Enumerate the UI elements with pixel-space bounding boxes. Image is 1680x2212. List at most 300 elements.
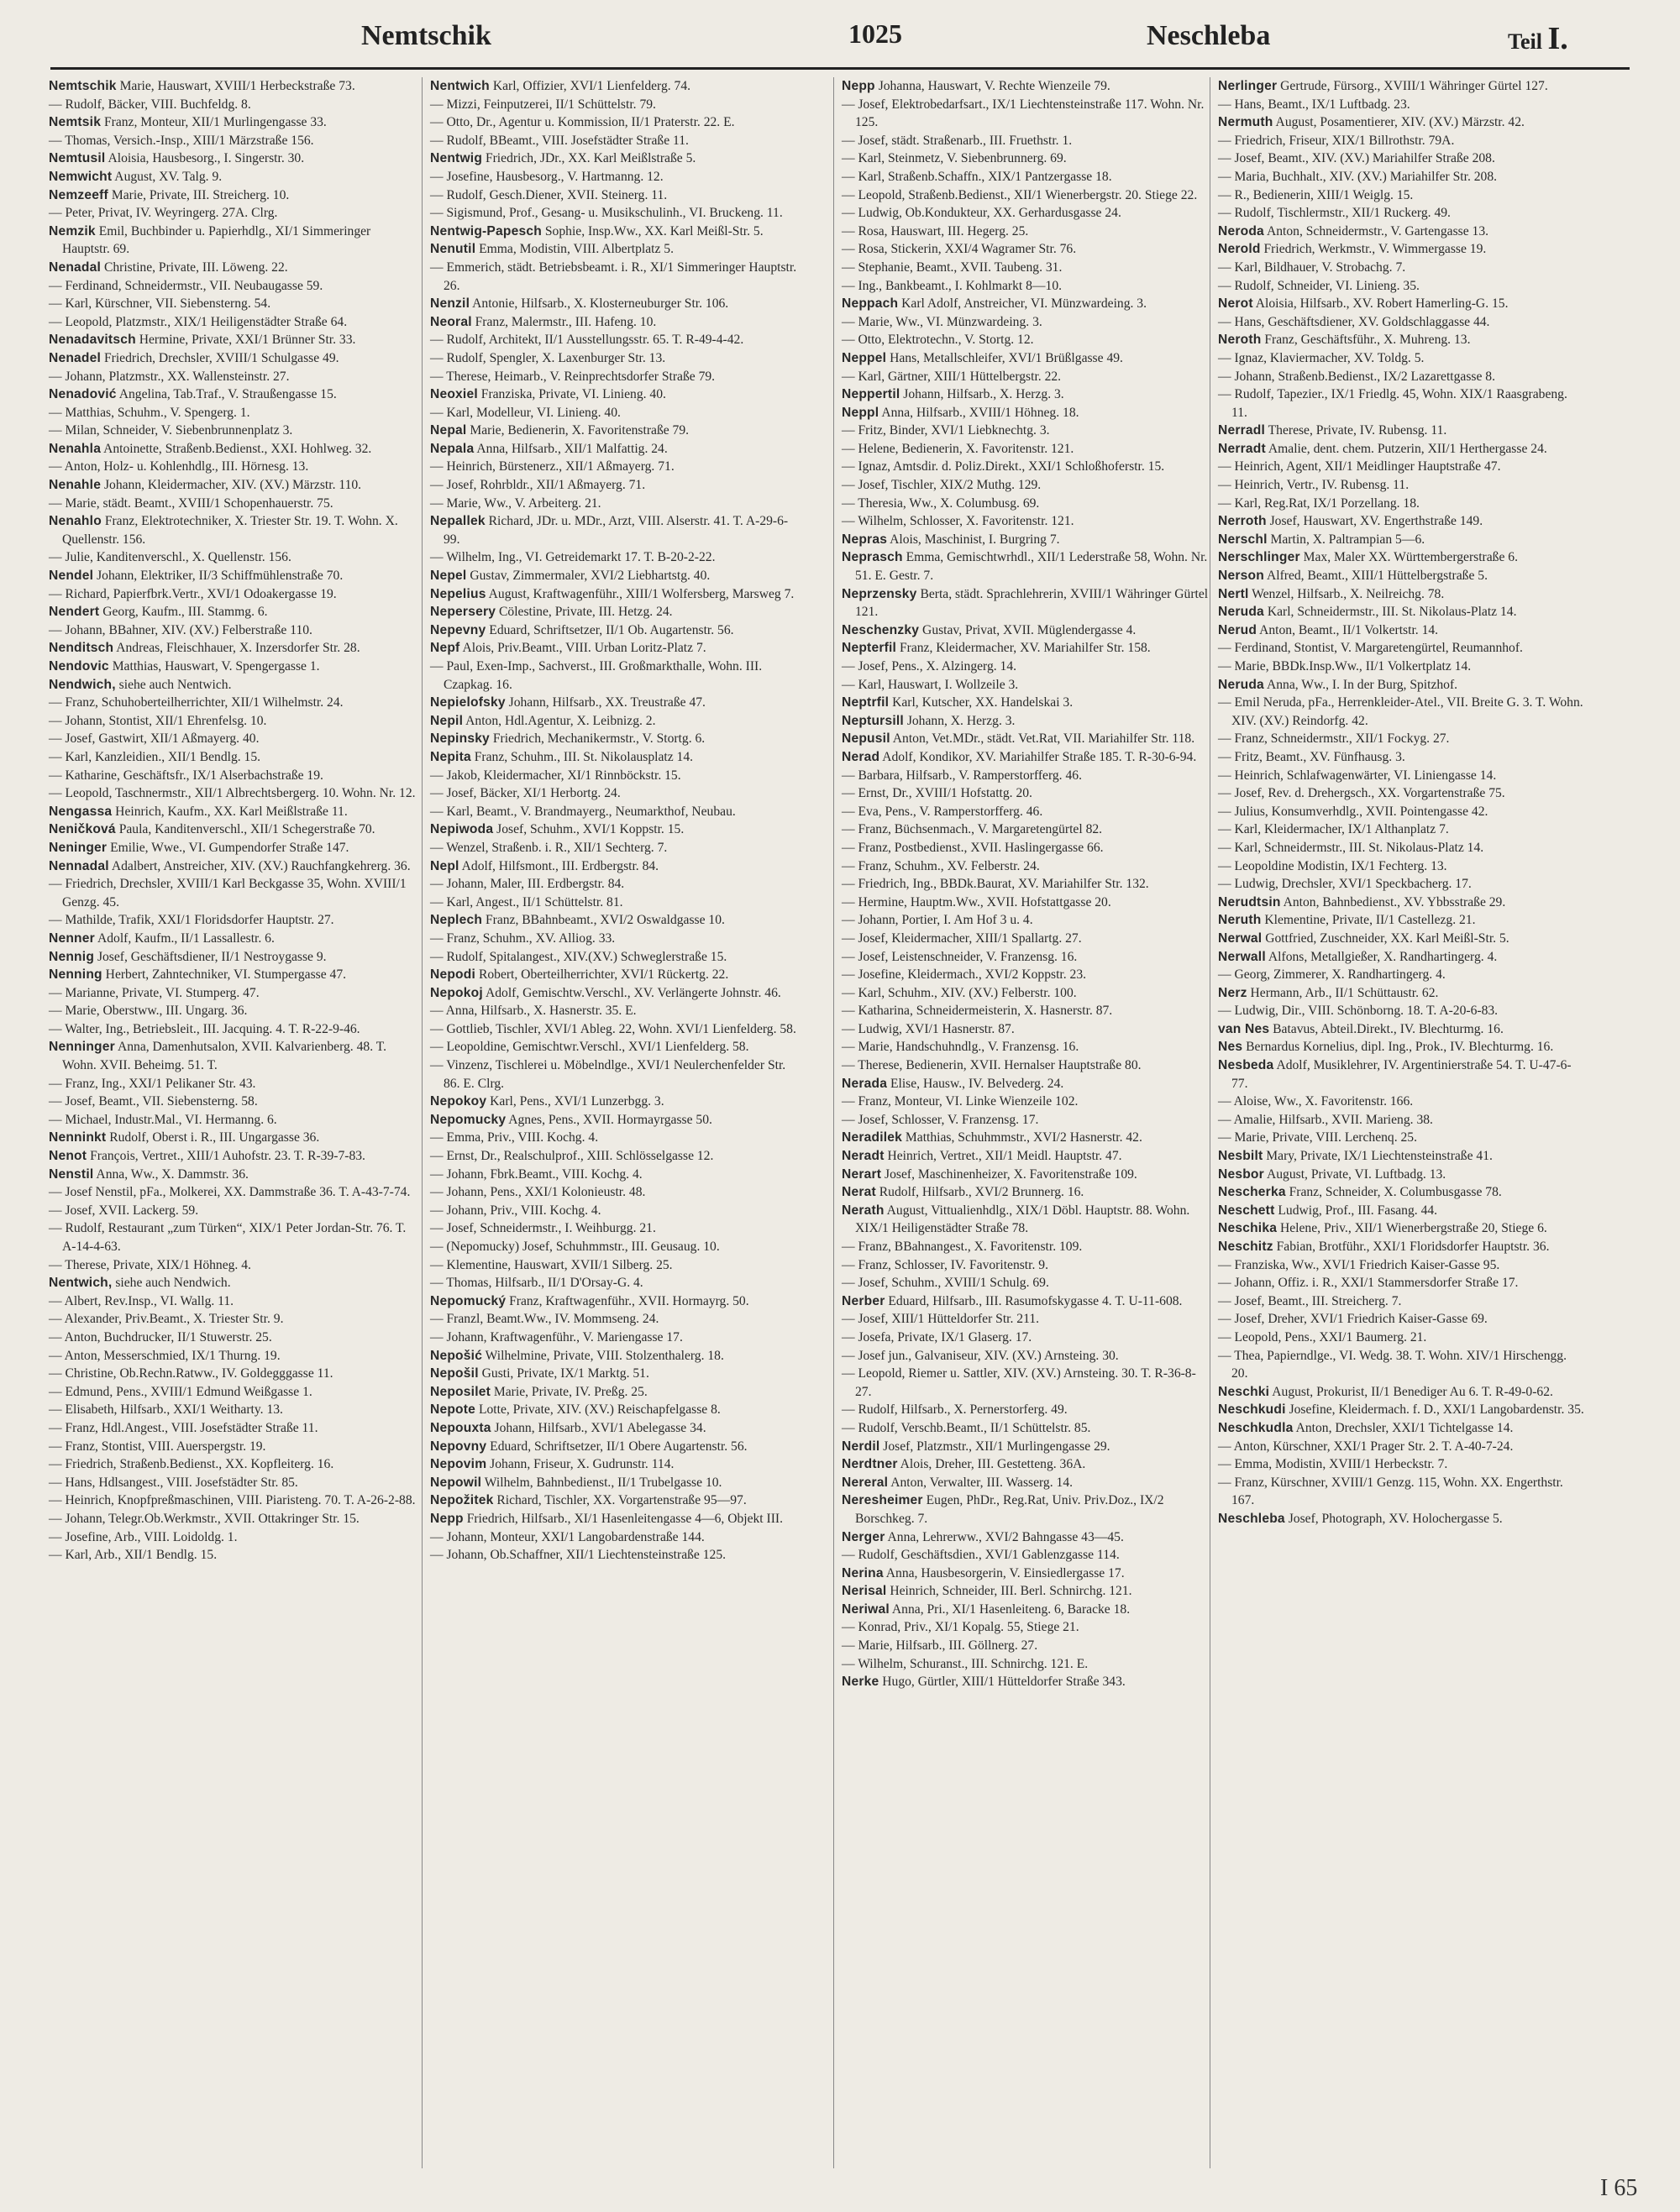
directory-entry: [1218, 186, 1586, 205]
directory-entry: [1218, 1274, 1586, 1292]
entry-details: — Richard, Papierfbrk.Vertr., XVI/1 Odoakergasse 19.: [49, 586, 337, 601]
entry-surname: Nenahlo: [49, 514, 102, 529]
directory-entry: [430, 1202, 798, 1220]
entry-surname: Nerwal: [1218, 930, 1263, 946]
directory-entry: [430, 1129, 798, 1147]
directory-entry: [842, 1292, 1210, 1311]
directory-entry: [49, 1383, 417, 1402]
entry-details: — Josef, XVII. Lackerg. 59.: [49, 1203, 199, 1218]
column-1: [49, 77, 417, 1565]
directory-entry: [49, 331, 417, 349]
entry-details: — Johann, Offiz. i. R., XXI/1 Stammersdorfer Straße 17.: [1218, 1276, 1519, 1291]
page-footer: I 65: [1600, 2175, 1638, 2201]
entry-details: — Barbara, Hilfsarb., V. Ramperstorfferg. 46.: [842, 768, 1082, 783]
directory-entry: [430, 458, 798, 476]
entry-details: Alois, Priv.Beamt., VIII. Urban Loritz-Platz 7.: [459, 641, 706, 656]
entry-details: Alois, Dreher, III. Gestetteng. 36A.: [897, 1457, 1086, 1472]
entry-details: — Josefine, Kleidermach., XVI/2 Koppstr. 23.: [842, 967, 1087, 983]
entry-surname: Nermuth: [1218, 115, 1273, 130]
entry-surname: Nes: [1218, 1040, 1243, 1055]
entry-details: — Karl, Gärtner, XIII/1 Hüttelbergstr. 22.: [842, 369, 1062, 384]
entry-details: — Leopold, Taschnermstr., XII/1 Albrechtsbergerg. 10. Wohn. Nr. 12.: [49, 786, 416, 801]
entry-details: Johann, Hilfsarb., X. Herzg. 3.: [900, 387, 1064, 402]
entry-details: — Elisabeth, Hilfsarb., XXI/1 Weitharty. 13.: [49, 1402, 283, 1418]
entry-details: — Johann, Portier, I. Am Hof 3 u. 4.: [842, 913, 1033, 928]
entry-details: — Gottlieb, Tischler, XVI/1 Ableg. 22, Wohn. XVI/1 Lienfelderg. 58.: [430, 1021, 796, 1036]
directory-entry: [430, 512, 798, 548]
entry-details: — Vinzenz, Tischlerei u. Möbelndlge., XVI/1 Neulerchenfelder Str. 86. E. Clrg.: [430, 1058, 786, 1091]
directory-entry: [842, 1546, 1210, 1565]
entry-surname: Neoral: [430, 314, 472, 329]
entry-details: — Mizzi, Feinputzerei, II/1 Schüttelstr. 79.: [430, 97, 656, 112]
entry-details: — Michael, Industr.Mal., VI. Hermanng. 6.: [49, 1112, 277, 1127]
directory-entry: [430, 1166, 798, 1184]
entry-surname: Nepouxta: [430, 1420, 491, 1435]
directory-entry: [1218, 1020, 1586, 1039]
entry-details: Emma, Gemischtwrhdl., XII/1 Lederstraße 58, Wohn. Nr. 51. E. Gestr. 7.: [855, 550, 1208, 584]
directory-entry: [842, 1438, 1210, 1456]
entry-details: — Heinrich, Agent, XII/1 Meidlinger Hauptstraße 47.: [1218, 459, 1501, 474]
entry-details: — Karl, Reg.Rat, IX/1 Porzellang. 18.: [1218, 495, 1420, 511]
directory-entry: [842, 1111, 1210, 1130]
directory-entry: [49, 1528, 417, 1547]
entry-surname: Nepovny: [430, 1439, 487, 1454]
entry-details: — Therese, Private, XIX/1 Höhneg. 4.: [49, 1257, 251, 1272]
directory-entry: [842, 277, 1210, 296]
directory-entry: [1218, 1419, 1586, 1438]
directory-entry: [430, 295, 798, 313]
directory-entry: [430, 1238, 798, 1256]
entry-surname: Nepinsky: [430, 731, 490, 747]
entry-surname: Neppl: [842, 405, 879, 420]
entry-details: Anna, Lehrerww., XVI/2 Bahngasse 43—45.: [885, 1529, 1124, 1544]
directory-entry: [1218, 1183, 1586, 1202]
entry-details: Karl Adolf, Anstreicher, VI. Münzwardeing. 3.: [898, 296, 1147, 312]
entry-details: Adolf, Gemischtw.Verschl., XV. Verlängerte Johnstr. 46.: [482, 985, 781, 1000]
entry-details: — Georg, Zimmerer, X. Randhartingerg. 4.: [1218, 967, 1446, 983]
entry-surname: Nerke: [842, 1675, 879, 1690]
directory-entry: [842, 1565, 1210, 1583]
entry-details: Josefine, Kleidermach. f. D., XXI/1 Langobardenstr. 35.: [1285, 1402, 1584, 1418]
directory-entry: [842, 223, 1210, 241]
entry-details: — Wilhelm, Schlosser, X. Favoritenstr. 121.: [842, 514, 1074, 529]
directory-entry: [430, 349, 798, 368]
entry-details: Herbert, Zahntechniker, VI. Stumpergasse 47.: [102, 967, 347, 983]
directory-entry: [49, 1510, 417, 1528]
entry-surname: Neradilek: [842, 1130, 903, 1145]
entry-details: Anton, Drechsler, XXI/1 Tichtelgasse 14.: [1293, 1420, 1514, 1435]
entry-surname: Nenadel: [49, 350, 102, 365]
directory-entry: [1218, 259, 1586, 277]
entry-details: Karl, Kutscher, XX. Handelskai 3.: [889, 695, 1074, 710]
entry-surname: Neschett: [1218, 1203, 1275, 1218]
entry-details: — Josef, Leistenschneider, V. Franzensg. 16.: [842, 949, 1078, 964]
entry-details: Karl, Schneidermstr., III. St. Nikolaus-Platz 14.: [1263, 605, 1517, 620]
entry-details: Franziska, Private, VI. Linieng. 40.: [477, 387, 666, 402]
entry-details: — Otto, Dr., Agentur u. Kommission, II/1 Praterstr. 22. E.: [430, 115, 735, 130]
directory-entry: [842, 1129, 1210, 1147]
entry-details: — Fritz, Beamt., XV. Fünfhausg. 3.: [1218, 749, 1405, 764]
directory-entry: [49, 223, 417, 259]
entry-details: — Josefine, Arb., VIII. Loidoldg. 1.: [49, 1529, 238, 1544]
directory-entry: [49, 385, 417, 404]
entry-details: — Anton, Holz- u. Kohlenhdlg., III. Hörnesg. 13.: [49, 459, 309, 474]
entry-details: — Milan, Schneider, V. Siebenbrunnenplatz 3.: [49, 423, 293, 438]
entry-details: Emma, Modistin, VIII. Albertplatz 5.: [475, 242, 674, 257]
entry-details: — Ludwig, Drechsler, XVI/1 Speckbacherg. 17.: [1218, 877, 1472, 892]
entry-surname: Nenahle: [49, 478, 102, 493]
entry-surname: Nerot: [1218, 296, 1253, 312]
entry-details: Josef, Maschinenheizer, X. Favoritenstraße 109.: [881, 1166, 1137, 1182]
directory-entry: [842, 548, 1210, 584]
entry-details: — Ferdinand, Schneidermstr., VII. Neubaugasse 59.: [49, 278, 323, 293]
directory-entry: [1218, 1219, 1586, 1238]
entry-details: Richard, JDr. u. MDr., Arzt, VIII. Alserstr. 41. T. A-29-6-99.: [444, 514, 789, 547]
directory-entry: [1218, 1510, 1586, 1528]
entry-details: — Alexander, Priv.Beamt., X. Triester Str. 9.: [49, 1312, 284, 1327]
entry-details: — Paul, Exen-Imp., Sachverst., III. Großmarkthalle, Wohn. III. Czapkag. 16.: [430, 659, 763, 692]
directory-entry: [49, 77, 417, 96]
header-last-entry: Neschleba: [1147, 20, 1271, 51]
directory-entry: [842, 295, 1210, 313]
directory-entry: [842, 948, 1210, 967]
directory-entry: [1218, 277, 1586, 296]
entry-details: — Johann, Ob.Schaffner, XII/1 Liechtensteinstraße 125.: [430, 1548, 727, 1563]
directory-entry: [49, 1546, 417, 1565]
directory-entry: [1218, 894, 1586, 912]
entry-surname: Nendert: [49, 605, 100, 620]
entry-surname: Nenadović: [49, 387, 117, 402]
directory-entry: [1218, 512, 1586, 531]
directory-entry: [1218, 1455, 1586, 1474]
directory-entry: [430, 1292, 798, 1311]
entry-details: Anna, Hausbesorgerin, V. Einsiedlergasse 17.: [883, 1565, 1125, 1580]
directory-entry: [1218, 385, 1586, 422]
directory-entry: [430, 784, 798, 803]
entry-details: Hermann, Arb., II/1 Schüttaustr. 62.: [1247, 985, 1439, 1000]
entry-details: Emilie, Wwe., VI. Gumpendorfer Straße 147.: [107, 840, 349, 855]
directory-entry: [49, 1219, 417, 1255]
entry-details: — Maria, Buchhalt., XIV. (XV.) Mariahilfer Str. 208.: [1218, 169, 1498, 184]
directory-entry: [430, 803, 798, 821]
directory-entry: [49, 1365, 417, 1383]
entry-details: — Franz, Ing., XXI/1 Pelikaner Str. 43.: [49, 1076, 256, 1091]
entry-details: — Josef, Rev. d. Drehergsch., XX. Vorgartenstraße 75.: [1218, 786, 1505, 801]
entry-surname: Nerat: [842, 1185, 876, 1200]
page-number: 1025: [848, 18, 902, 49]
directory-entry: [430, 1455, 798, 1474]
entry-surname: Nerradt: [1218, 441, 1266, 456]
entry-details: — Mathilde, Trafik, XXI/1 Floridsdorfer Hauptstr. 27.: [49, 913, 334, 928]
entry-details: Alfred, Beamt., XIII/1 Hüttelbergstraße 5.: [1263, 569, 1488, 584]
directory-entry: [1218, 676, 1586, 695]
directory-entry: [430, 368, 798, 386]
directory-entry: [1218, 1038, 1586, 1056]
directory-entry: [430, 1329, 798, 1347]
entry-details: — Marianne, Private, VI. Stumperg. 47.: [49, 985, 260, 1000]
entry-details: — Josefine, Hausbesorg., V. Hartmanng. 12.: [430, 169, 664, 184]
entry-surname: Neppel: [842, 350, 887, 365]
entry-surname: Nenahla: [49, 441, 102, 456]
directory-entry: [1218, 911, 1586, 930]
entry-details: — Wilhelm, Ing., VI. Getreidemarkt 17. T. B-20-2-22.: [430, 550, 716, 565]
entry-details: Josef, Schuhm., XVI/1 Koppstr. 15.: [493, 822, 685, 837]
entry-details: Johann, Elektriker, II/3 Schiffmühlenstraße 70.: [93, 569, 344, 584]
directory-entry: [842, 259, 1210, 277]
directory-entry: [1218, 313, 1586, 332]
directory-entry: [842, 1637, 1210, 1655]
directory-entry: [842, 1020, 1210, 1039]
entry-details: Wenzel, Hilfsarb., X. Neilreichg. 78.: [1248, 586, 1445, 601]
directory-entry: [49, 875, 417, 911]
directory-entry: [430, 1002, 798, 1020]
entry-details: — Johann, BBahner, XIV. (XV.) Felberstraße 110.: [49, 622, 312, 637]
entry-details: — Amalie, Hilfsarb., XVII. Marieng. 38.: [1218, 1112, 1433, 1127]
entry-details: — Franz, Schlosser, IV. Favoritenstr. 9.: [842, 1257, 1048, 1272]
entry-details: Franz, Kraftwagenführ., XVII. Hormayrg. 50.: [506, 1293, 749, 1308]
entry-details: Adolf, Kaufm., II/1 Lassallestr. 6.: [94, 930, 275, 946]
entry-details: — Julie, Kanditenverschl., X. Quellenstr. 156.: [49, 550, 291, 565]
directory-entry: [1218, 948, 1586, 967]
entry-details: siehe auch Nendwich.: [112, 1276, 231, 1291]
directory-entry: [842, 186, 1210, 205]
directory-entry: [1218, 1438, 1586, 1456]
entry-surname: Nerlinger: [1218, 79, 1278, 93]
directory-entry: [430, 966, 798, 984]
entry-surname: Nepiwoda: [430, 822, 494, 837]
entry-surname: Nerz: [1218, 985, 1247, 1000]
directory-entry: [49, 495, 417, 513]
entry-details: — Anton, Kürschner, XXI/1 Prager Str. 2. T. A-40-7-24.: [1218, 1439, 1514, 1454]
entry-details: August, XV. Talg. 9.: [112, 169, 223, 184]
directory-entry: [842, 349, 1210, 368]
entry-surname: Nerath: [842, 1203, 885, 1218]
directory-entry: [49, 639, 417, 658]
directory-entry: [842, 1347, 1210, 1365]
entry-details: — Johann, Monteur, XXI/1 Langobardenstraße 144.: [430, 1529, 705, 1544]
entry-details: — Josef, Beamt., III. Streicherg. 7.: [1218, 1293, 1402, 1308]
entry-details: — Leopold, Straßenb.Bedienst., XII/1 Wienerbergstr. 20. Stiege 22.: [842, 187, 1198, 202]
entry-surname: Nepterfil: [842, 641, 897, 656]
entry-surname: Neninger: [49, 840, 108, 855]
entry-details: — Emma, Modistin, XVIII/1 Herbeckstr. 7.: [1218, 1457, 1448, 1472]
entry-details: Franz, Malermstr., III. Hafeng. 10.: [471, 314, 657, 329]
entry-details: — Katharina, Schneidermeisterin, X. Hasnerstr. 87.: [842, 1004, 1113, 1019]
entry-details: — Josefa, Private, IX/1 Glaserg. 17.: [842, 1329, 1032, 1344]
directory-entry: [1218, 585, 1586, 604]
entry-surname: Nerber: [842, 1293, 885, 1308]
entry-details: — Marie, Hilfsarb., III. Göllnerg. 27.: [842, 1638, 1038, 1654]
directory-entry: [1218, 748, 1586, 767]
header-rule: [50, 67, 1630, 70]
directory-entry: [430, 1056, 798, 1093]
entry-details: — Sigismund, Prof., Gesang- u. Musikschulinh., VI. Bruckeng. 11.: [430, 206, 783, 221]
entry-details: — Karl, Modelleur, VI. Linieng. 40.: [430, 405, 621, 420]
directory-entry: [430, 149, 798, 168]
directory-entry: [842, 132, 1210, 150]
entry-details: Marie, Hauswart, XVIII/1 Herbeckstraße 73.: [116, 79, 355, 93]
entry-details: Adolf, Hilfsmont., III. Erdbergstr. 84.: [459, 858, 659, 873]
directory-entry: [49, 1347, 417, 1365]
directory-entry: [842, 440, 1210, 459]
entry-surname: Nepl: [430, 858, 459, 873]
directory-entry: [842, 1056, 1210, 1075]
entry-surname: Nengassa: [49, 804, 113, 819]
directory-entry: [1218, 1383, 1586, 1402]
entry-details: — Marie, BBDk.Insp.Ww., II/1 Volkertplatz 14.: [1218, 659, 1472, 674]
directory-entry: [49, 658, 417, 676]
directory-entry: [842, 694, 1210, 712]
entry-details: — Konrad, Priv., XI/1 Kopalg. 55, Stiege 21.: [842, 1620, 1079, 1635]
entry-surname: Nepusil: [842, 731, 890, 747]
entry-details: Franz, Kleidermacher, XV. Mariahilfer Str. 158.: [896, 641, 1151, 656]
entry-details: — Josef, Gastwirt, XII/1 Aßmayerg. 40.: [49, 731, 260, 747]
entry-details: — Otto, Elektrotechn., V. Stortg. 12.: [842, 333, 1034, 348]
entry-details: Josef, Geschäftsdiener, II/1 Nestroygasse 9.: [94, 949, 327, 964]
directory-entry: [430, 1510, 798, 1528]
entry-details: — Josef, Schneidermstr., I. Weihburgg. 21.: [430, 1221, 656, 1236]
directory-entry: [1218, 1474, 1586, 1510]
entry-surname: Nemtusil: [49, 151, 106, 166]
entry-surname: Nenadal: [49, 259, 102, 275]
directory-entry: [1218, 1056, 1586, 1093]
directory-entry: [49, 440, 417, 459]
directory-entry: [49, 1310, 417, 1329]
directory-entry: [49, 1202, 417, 1220]
directory-entry: [1218, 531, 1586, 549]
entry-details: — Marie, Handschuhndlg., V. Franzensg. 16.: [842, 1040, 1079, 1055]
entry-details: Franz, Schuhm., III. St. Nikolausplatz 14.: [470, 749, 694, 764]
entry-details: Therese, Private, IV. Rubensg. 11.: [1265, 423, 1447, 438]
entry-details: Franz, Schneider, X. Columbusgasse 78.: [1285, 1185, 1502, 1200]
entry-details: — Rudolf, BBeamt., VIII. Josefstädter Straße 11.: [430, 133, 689, 148]
entry-surname: Nentwich,: [49, 1276, 113, 1291]
directory-entry: [430, 404, 798, 422]
entry-surname: Neprasch: [842, 550, 903, 565]
entry-surname: Neschkudla: [1218, 1420, 1294, 1435]
directory-entry: [49, 1438, 417, 1456]
directory-entry: [430, 748, 798, 767]
entry-details: siehe auch Nentwich.: [115, 677, 232, 692]
entry-surname: Nemtsik: [49, 115, 102, 130]
directory-entry: [842, 1075, 1210, 1093]
entry-details: — Franz, Büchsenmach., V. Margaretengürtel 82.: [842, 822, 1103, 837]
entry-details: — Johann, Stontist, XII/1 Ehrenfelsg. 10.: [49, 713, 267, 728]
entry-details: Adolf, Musiklehrer, IV. Argentinierstraße 54. T. U-47-6-77.: [1231, 1058, 1572, 1091]
directory-entry: [1218, 204, 1586, 223]
directory-entry: [1218, 1166, 1586, 1184]
directory-entry: [49, 712, 417, 731]
directory-entry: [49, 1292, 417, 1311]
entry-details: Heinrich, Vertret., XII/1 Meidl. Hauptstr. 47.: [884, 1149, 1122, 1164]
entry-details: — Karl, Kanzleidien., XII/1 Bendlg. 15.: [49, 749, 261, 764]
directory-entry: [430, 113, 798, 132]
directory-entry: [842, 894, 1210, 912]
entry-details: — Klementine, Hauswart, XVII/1 Silberg. 25.: [430, 1257, 673, 1272]
entry-details: — Rudolf, Spitalangest., XIV.(XV.) Schweglerstraße 15.: [430, 949, 727, 964]
directory-entry: [1218, 857, 1586, 876]
directory-entry: [430, 839, 798, 857]
directory-entry: [49, 368, 417, 386]
entry-details: — Josef, Schuhm., XVIII/1 Schulg. 69.: [842, 1276, 1049, 1291]
entry-details: — Ignaz, Amtsdir. d. Poliz.Direkt., XXI/1 Schloßhoferstr. 15.: [842, 459, 1165, 474]
entry-details: — Josef, Kleidermacher, XIII/1 Spallartg. 27.: [842, 930, 1082, 946]
entry-surname: Nepošić: [430, 1348, 483, 1363]
entry-details: — Josef, Beamt., VII. Siebensterng. 58.: [49, 1094, 258, 1109]
entry-details: — Rudolf, Hilfsarb., X. Pernerstorferg. 49.: [842, 1402, 1068, 1418]
entry-surname: Neptrfil: [842, 695, 890, 710]
entry-details: — Marie, Ww., VI. Münzwardeing. 3.: [842, 314, 1042, 329]
entry-surname: Neoxiel: [430, 387, 478, 402]
entry-details: Johanna, Hauswart, V. Rechte Wienzeile 79.: [874, 79, 1110, 93]
entry-details: Karl, Offizier, XVI/1 Lienfelderg. 74.: [489, 79, 691, 93]
directory-entry: [49, 621, 417, 640]
entry-details: August, Kraftwagenführ., XIII/1 Wolfersberg, Marsweg 7.: [486, 586, 795, 601]
entry-details: — Marie, Oberstww., III. Ungarg. 36.: [49, 1004, 248, 1019]
entry-details: Josef, Photograph, XV. Holochergasse 5.: [1284, 1511, 1503, 1526]
entry-details: Johann, Friseur, X. Gudrunstr. 114.: [486, 1457, 675, 1472]
entry-details: Aloisia, Hilfsarb., XV. Robert Hamerling-G. 15.: [1252, 296, 1509, 312]
entry-details: Gottfried, Zuschneider, XX. Karl Meißl-Str. 5.: [1262, 930, 1509, 946]
entry-details: Rudolf, Hilfsarb., XVI/2 Brunnerg. 16.: [875, 1185, 1084, 1200]
entry-details: — Heinrich, Vertr., IV. Rubensg. 11.: [1218, 478, 1410, 493]
directory-entry: [842, 512, 1210, 531]
entry-surname: Nerdil: [842, 1439, 880, 1454]
directory-entry: [1218, 767, 1586, 785]
entry-details: — Johann, Maler, III. Erdbergstr. 84.: [430, 877, 625, 892]
directory-entry: [430, 132, 798, 150]
directory-entry: [430, 585, 798, 604]
entry-surname: Nerschl: [1218, 532, 1268, 547]
entry-surname: Nendovic: [49, 659, 109, 674]
directory-entry: [49, 349, 417, 368]
directory-entry: [49, 567, 417, 585]
directory-entry: [1218, 639, 1586, 658]
entry-details: Josef, Hauswart, XV. Engerthstraße 149.: [1266, 514, 1483, 529]
directory-entry: [49, 404, 417, 422]
column-divider: [833, 77, 834, 2168]
entry-details: François, Vertret., XIII/1 Auhofstr. 23. T. R-39-7-83.: [87, 1149, 365, 1164]
entry-surname: Neposilet: [430, 1384, 491, 1399]
directory-entry: [1218, 422, 1586, 440]
entry-details: Franz, Monteur, XII/1 Murlingengasse 33.: [101, 115, 327, 130]
directory-entry: [430, 730, 798, 748]
directory-entry: [842, 204, 1210, 223]
directory-entry: [1218, 295, 1586, 313]
entry-surname: Nerada: [842, 1076, 888, 1091]
directory-entry: [842, 911, 1210, 930]
entry-surname: Neschika: [1218, 1221, 1278, 1236]
directory-entry: [49, 422, 417, 440]
entry-details: — Josef, Beamt., XIV. (XV.) Mariahilfer Straße 208.: [1218, 151, 1495, 166]
entry-details: — Johann, Platzmstr., XX. Wallensteinstr. 27.: [49, 369, 290, 384]
directory-entry: [1218, 1256, 1586, 1275]
entry-surname: Neschitz: [1218, 1240, 1273, 1254]
directory-entry: [1218, 168, 1586, 186]
directory-entry: [842, 1673, 1210, 1691]
entry-surname: Nerdtner: [842, 1457, 898, 1472]
directory-entry: [49, 984, 417, 1003]
directory-entry: [1218, 1002, 1586, 1020]
directory-entry: [49, 1093, 417, 1111]
entry-surname: Nerradl: [1218, 423, 1266, 438]
entry-surname: Nesbor: [1218, 1166, 1264, 1182]
entry-surname: Nepel: [430, 569, 467, 584]
directory-entry: [842, 1582, 1210, 1601]
directory-entry: [49, 730, 417, 748]
directory-entry: [1218, 1310, 1586, 1329]
entry-surname: Nepowil: [430, 1475, 482, 1490]
